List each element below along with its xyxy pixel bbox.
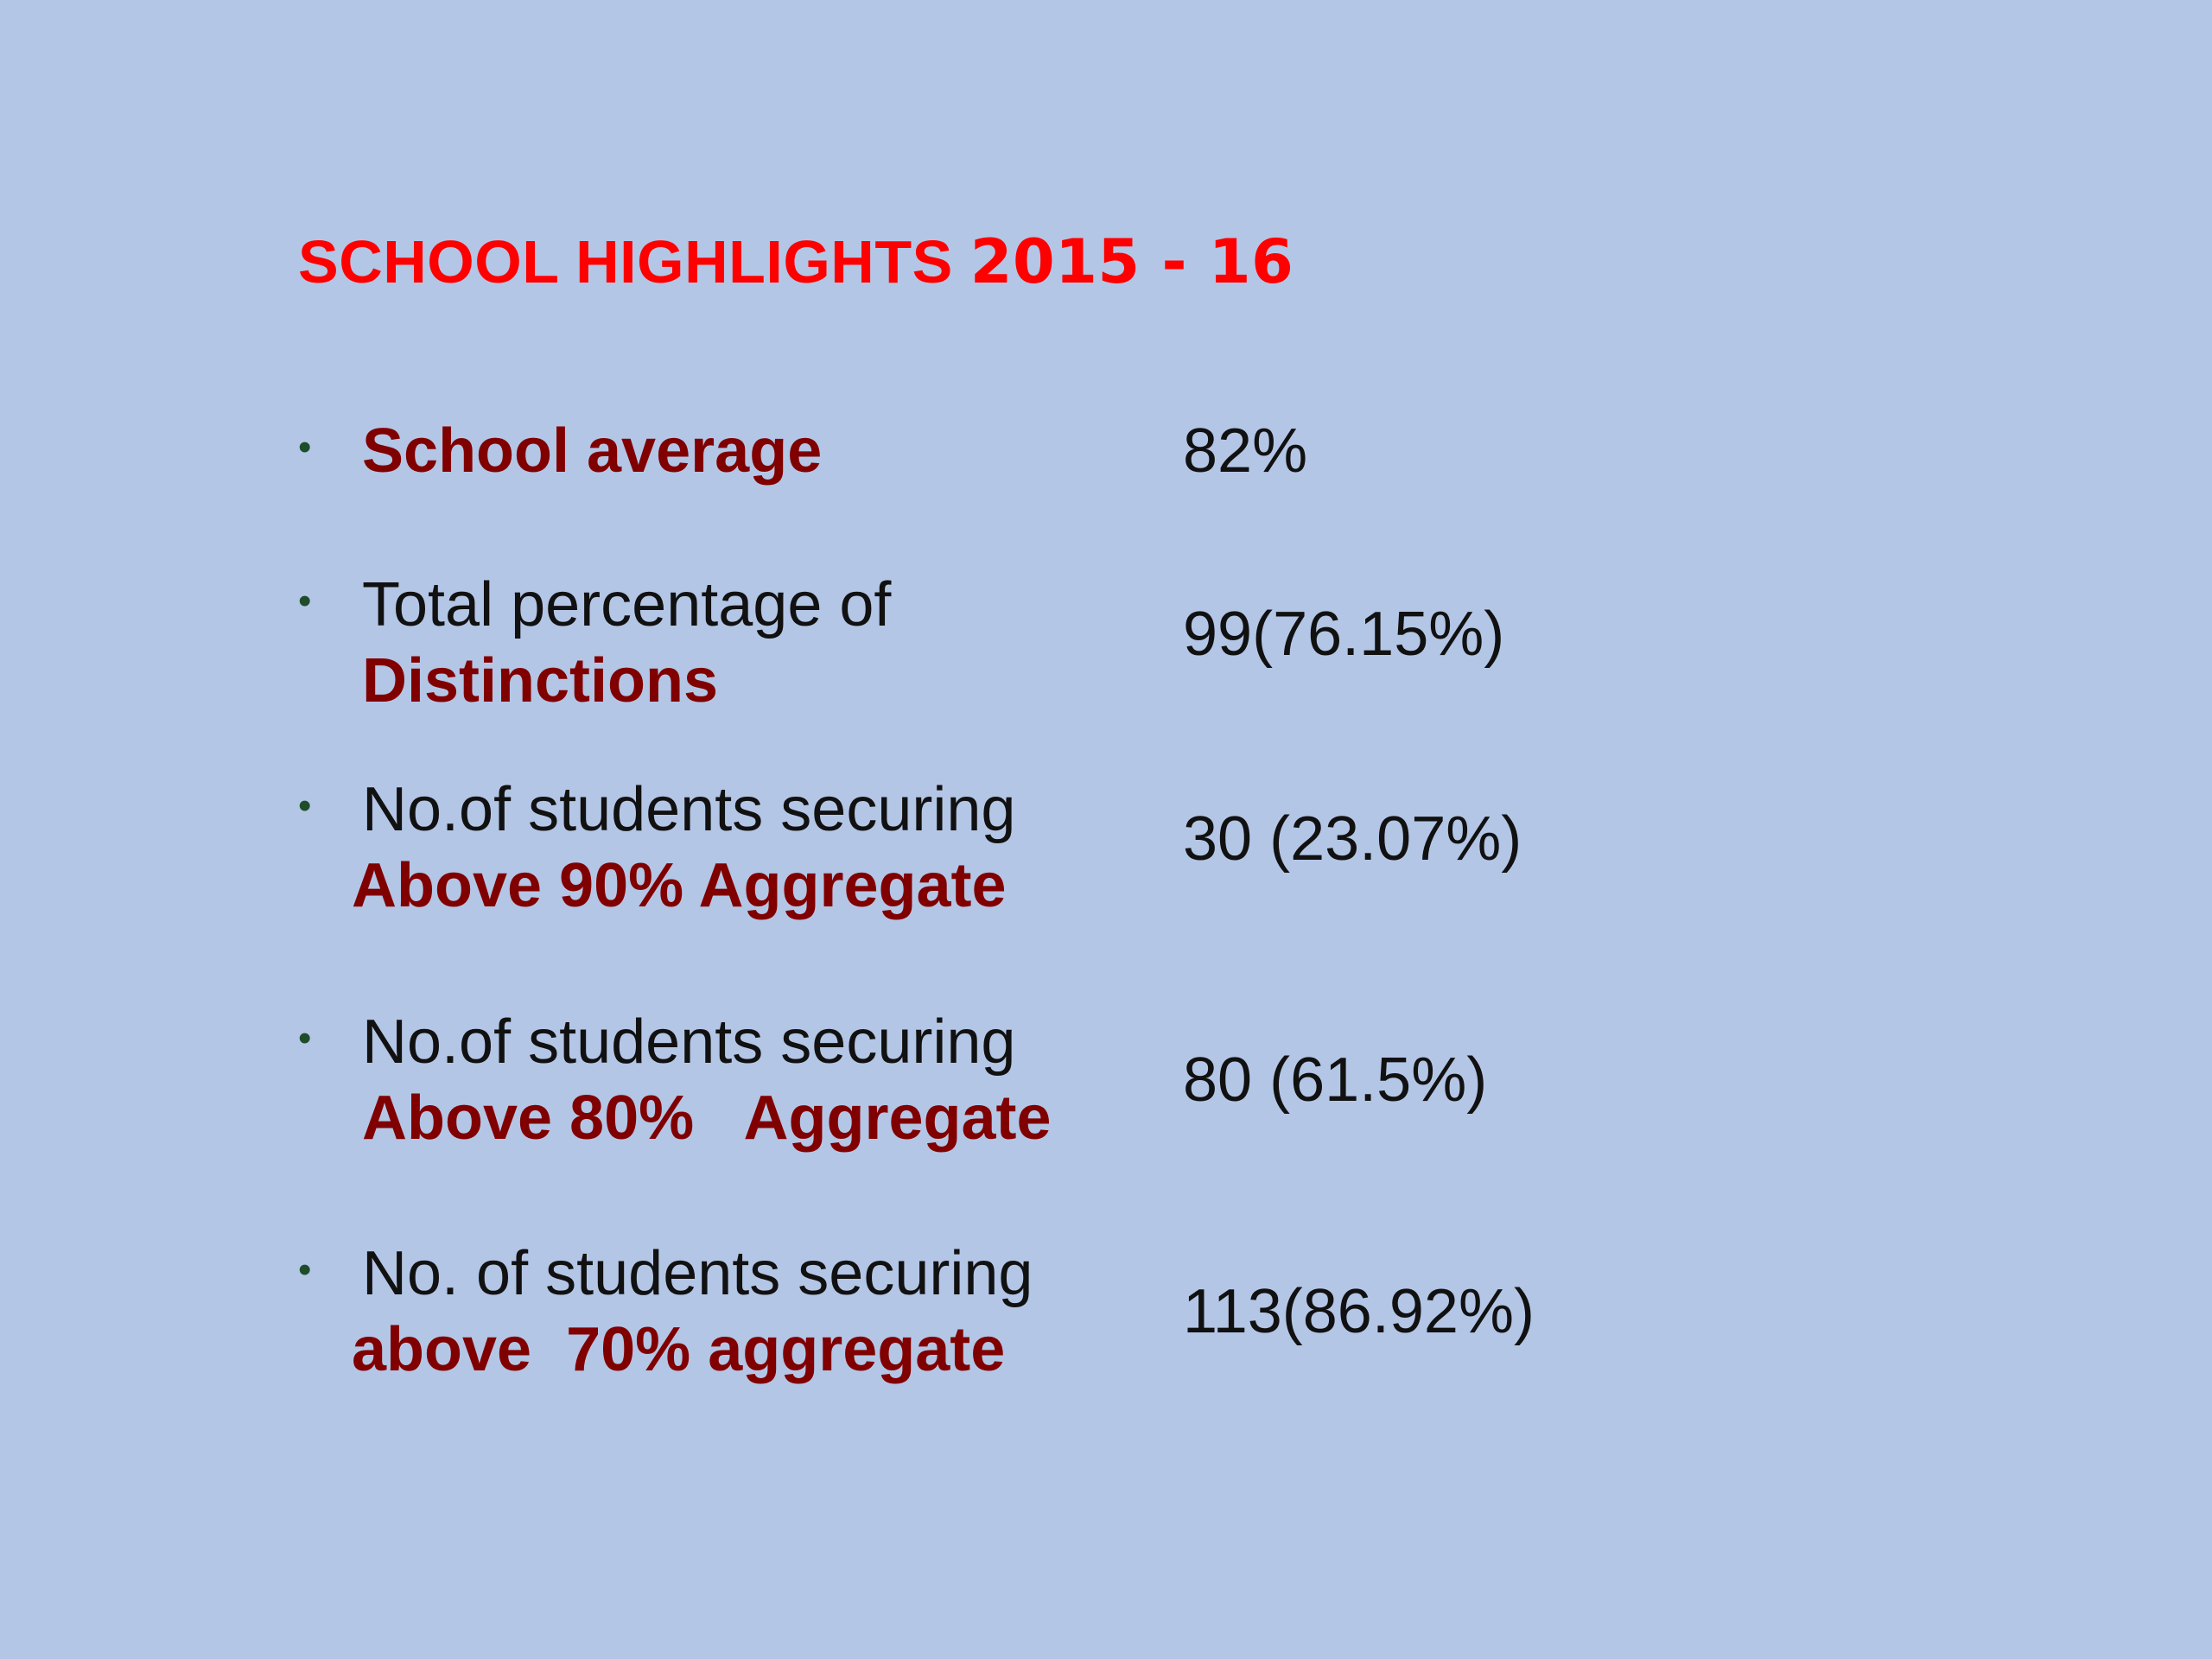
highlight-value: 82% [1183,416,1308,486]
slide-title-main: SCHOOL HIGHLIGHTS [298,228,953,296]
highlight-value: 99(76.15%) [1183,600,1505,669]
highlight-value: 113(86.92%) [1183,1277,1535,1346]
highlight-item-distinctions [298,567,1594,722]
highlight-label-line2: Distinctions [362,646,719,715]
slide-title-year: 2015 - 16 [969,226,1294,297]
bullet-icon: • [298,1017,312,1059]
highlight-label-line2: Above 80% Aggregate [362,1084,1052,1153]
bullet-icon: • [298,580,312,622]
highlight-label-line1: No.of students securing [362,775,1016,844]
highlight-label [352,772,1016,924]
highlight-label [362,413,822,489]
highlight-label-line2: above 70% aggregate [352,1315,1006,1384]
highlight-item-above-80 [298,1004,1594,1160]
highlight-label-line1: School average [362,416,823,486]
highlight-label [352,1236,1033,1388]
highlight-value: 30 (23.07%) [1183,804,1522,874]
highlight-label [362,1004,1052,1156]
highlight-label-line1: No.of students securing [362,1007,1016,1077]
bullet-icon: • [298,426,312,468]
highlight-label-line1: No. of students securing [362,1239,1033,1308]
highlight-item-above-90 [298,772,1594,927]
bullet-icon: • [298,785,312,827]
highlight-label-line1: Total percentage of [362,570,892,639]
highlight-item-above-70 [298,1236,1594,1391]
slide-title [298,226,1294,297]
bullet-icon: • [298,1249,312,1291]
highlight-value: 80 (61.5%) [1183,1046,1488,1115]
highlight-item-school-average [298,413,1594,499]
highlight-label [362,567,891,719]
highlight-label-line2: Above 90% Aggregate [352,851,1007,920]
